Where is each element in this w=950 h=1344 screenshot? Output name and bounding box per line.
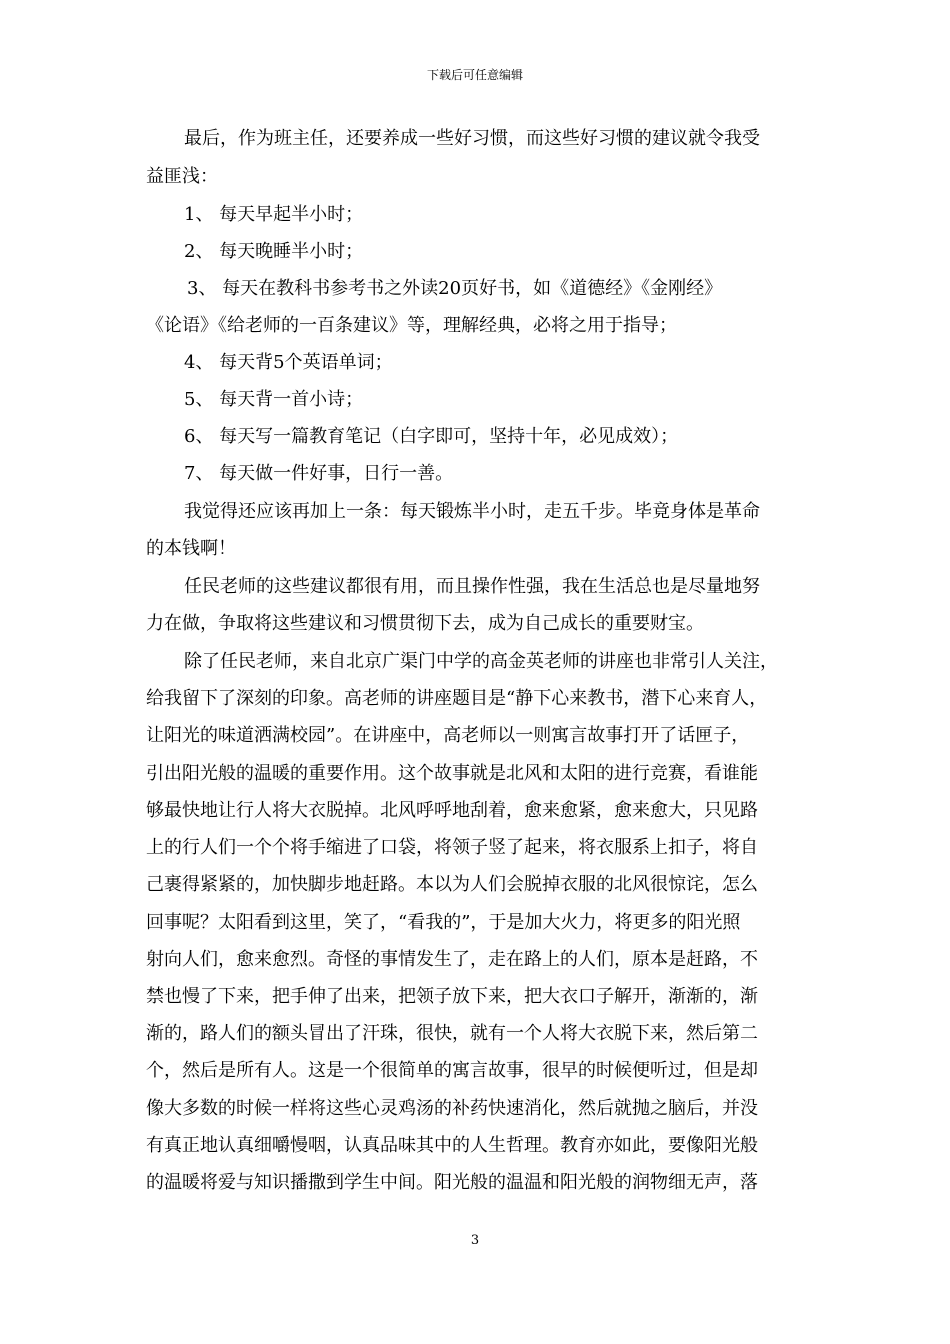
list-item: 4、 每天背5个英语单词；	[184, 352, 393, 373]
text-line: 像大多数的时候一样将这些心灵鸡汤的补药快速消化，然后就抛之脑后，并没	[146, 1098, 758, 1119]
text-line: 的温暖将爱与知识播撒到学生中间。阳光般的温温和阳光般的润物细无声，落	[146, 1172, 758, 1193]
text-line: 己裹得紧紧的，加快脚步地赶路。本以为人们会脱掉衣服的北风很惊诧，怎么	[146, 874, 758, 895]
text-line: 个，然后是所有人。这是一个很简单的寓言故事，很早的时候便听过，但是却	[146, 1060, 758, 1081]
text-line: 我觉得还应该再加上一条：每天锻炼半小时，走五千步。毕竟身体是革命	[184, 501, 760, 522]
text-line: 益匪浅：	[146, 166, 218, 187]
text-line: 够最快地让行人将大衣脱掉。北风呼呼地刮着，愈来愈紧，愈来愈大，只见路	[146, 800, 758, 821]
page-header: 下载后可任意编辑	[426, 68, 523, 82]
text-line: 最后，作为班主任，还要养成一些好习惯，而这些好习惯的建议就令我受	[184, 128, 760, 149]
text-line: 任民老师的这些建议都很有用，而且操作性强，我在生活总也是尽量地努	[184, 576, 760, 597]
text-line: 回事呢？太阳看到这里，笑了，“看我的”，于是加大火力，将更多的阳光照	[146, 912, 741, 933]
text-line: 的本钱啊！	[146, 538, 236, 559]
text-line: 除了任民老师，来自北京广渠门中学的高金英老师的讲座也非常引人关注，	[184, 651, 778, 672]
list-item: 5、 每天背一首小诗；	[184, 389, 364, 410]
list-item: 6、 每天写一篇教育笔记（白字即可，坚持十年，必见成效）；	[184, 426, 679, 447]
text-line: 让阳光的味道洒满校园”。在讲座中，高老师以一则寓言故事打开了话匣子，	[146, 725, 750, 746]
text-line: 力在做，争取将这些建议和习惯贯彻下去，成为自己成长的重要财宝。	[146, 613, 704, 634]
text-line: 上的行人们一个个将手缩进了口袋，将领子竖了起来，将衣服系上扣子，将自	[146, 837, 758, 858]
list-item: 1、 每天早起半小时；	[184, 204, 364, 225]
text-line: 射向人们，愈来愈烈。奇怪的事情发生了，走在路上的人们，原本是赶路，不	[146, 949, 758, 970]
text-line: 给我留下了深刻的印象。高老师的讲座题目是“静下心来教书，潜下心来育人，	[146, 688, 768, 709]
text-line: 引出阳光般的温暖的重要作用。这个故事就是北风和太阳的进行竞赛，看谁能	[146, 763, 758, 784]
list-item: 3、 每天在教科书参考书之外读20页好书，如《道德经》《金刚经》	[187, 278, 723, 299]
list-item: 2、 每天晚睡半小时；	[184, 241, 364, 262]
list-item: 7、 每天做一件好事，日行一善。	[184, 463, 454, 484]
text-line: 渐的，路人们的额头冒出了汗珠，很快，就有一个人将大衣脱下来，然后第二	[146, 1023, 758, 1044]
page-number: 3	[470, 1233, 480, 1248]
text-line: 有真正地认真细嚼慢咽，认真品味其中的人生哲理。教育亦如此，要像阳光般	[146, 1135, 758, 1156]
text-line: 《论语》《给老师的一百条建议》等，理解经典，必将之用于指导；	[146, 315, 677, 336]
text-line: 禁也慢了下来，把手伸了出来，把领子放下来，把大衣口子解开，渐渐的，渐	[146, 986, 758, 1007]
